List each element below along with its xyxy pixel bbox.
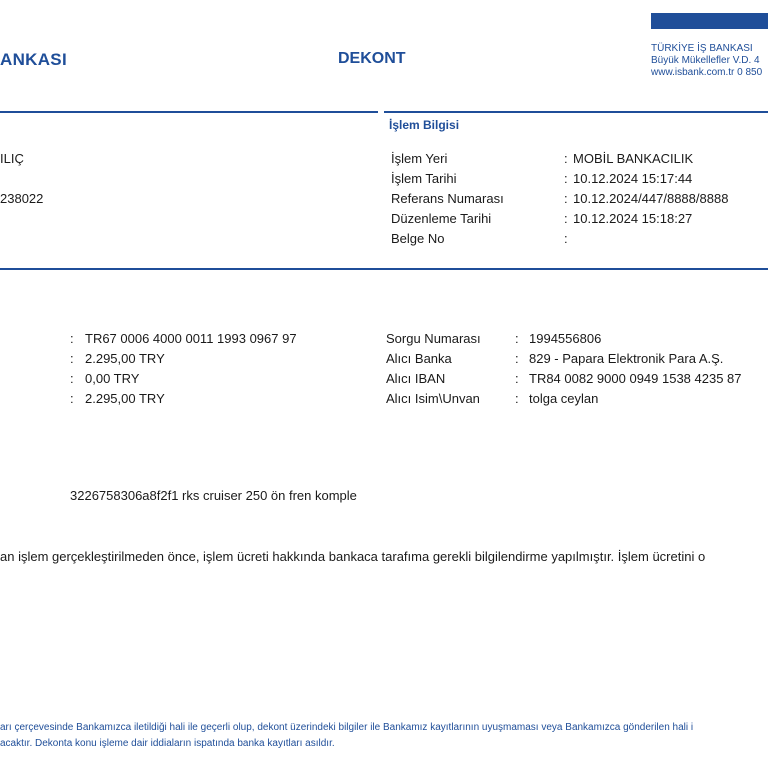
total-amount: 2.295,00 TRY — [85, 391, 165, 406]
colon: : — [515, 391, 519, 406]
transaction-info-title: İşlem Bilgisi — [389, 118, 460, 132]
footer-line-2: acaktır. Dekonta konu işleme dair iddiaların ispatında banka kayıtları asıldır. — [0, 738, 335, 749]
document-title: DEKONT — [338, 50, 406, 67]
receiver-row-label: Alıcı IBAN — [386, 371, 446, 386]
colon: : — [564, 171, 568, 186]
receiver-name: tolga ceylan — [529, 391, 599, 406]
colon: : — [70, 391, 74, 406]
transaction-description: 3226758306a8f2f1 rks cruiser 250 ön fren komple — [70, 488, 357, 503]
fee-notice: an işlem gerçekleştirilmeden önce, işlem ücreti hakkında bankaca tarafıma gerekli bilgilendirme yapılmıştır. İşlem ücretini o — [0, 549, 706, 564]
divider-section — [0, 268, 768, 270]
transaction-row-label: İşlem Yeri — [391, 151, 448, 166]
transfer-amount: 2.295,00 TRY — [85, 351, 165, 366]
sender-iban: TR67 0006 4000 0011 1993 0967 97 — [85, 331, 297, 346]
colon: : — [564, 211, 568, 226]
bank-contact: www.isbank.com.tr 0 850 — [651, 67, 763, 78]
colon: : — [70, 371, 74, 386]
transaction-row-value: 10.12.2024 15:17:44 — [573, 171, 693, 186]
colon: : — [564, 231, 568, 246]
receiver-row-label: Alıcı Isim\Unvan — [386, 391, 480, 406]
footer-line-1: arı çerçevesinde Bankamızca iletildiği hali ile geçerli olup, dekont üzerindeki bilgiler ile Bankamız kayıtlarının uyuşmaması veya Bankamızca gönderilen hali i — [0, 722, 694, 733]
receiver-row-label: Sorgu Numarası — [386, 331, 481, 346]
divider-left — [0, 111, 378, 113]
brand-color-bar — [651, 13, 768, 29]
colon: : — [515, 331, 519, 346]
colon: : — [515, 351, 519, 366]
bank-logo-text: ANKASI — [0, 50, 67, 69]
transaction-row-label: Belge No — [391, 231, 445, 246]
customer-name: ILIÇ — [0, 151, 24, 166]
colon: : — [564, 151, 568, 166]
receiver-iban: TR84 0082 9000 0949 1538 4235 87 — [529, 371, 742, 386]
divider-right — [384, 111, 768, 113]
transaction-row-value: MOBİL BANKACILIK — [573, 151, 694, 166]
bank-tax-office: Büyük Mükellefler V.D. 4 — [651, 55, 760, 66]
colon: : — [70, 331, 74, 346]
colon: : — [515, 371, 519, 386]
transaction-row-value: 10.12.2024 15:18:27 — [573, 211, 693, 226]
colon: : — [564, 191, 568, 206]
fee-amount: 0,00 TRY — [85, 371, 140, 386]
receiver-bank: 829 - Papara Elektronik Para A.Ş. — [529, 351, 724, 366]
bank-name: TÜRKİYE İŞ BANKASI — [651, 43, 753, 54]
query-number: 1994556806 — [529, 331, 602, 346]
colon: : — [70, 351, 74, 366]
transaction-row-label: İşlem Tarihi — [391, 171, 457, 186]
customer-number: 238022 — [0, 191, 44, 206]
transaction-row-label: Referans Numarası — [391, 191, 504, 206]
transaction-row-value: 10.12.2024/447/8888/8888 — [573, 191, 729, 206]
receiver-row-label: Alıcı Banka — [386, 351, 452, 366]
transaction-row-label: Düzenleme Tarihi — [391, 211, 492, 226]
